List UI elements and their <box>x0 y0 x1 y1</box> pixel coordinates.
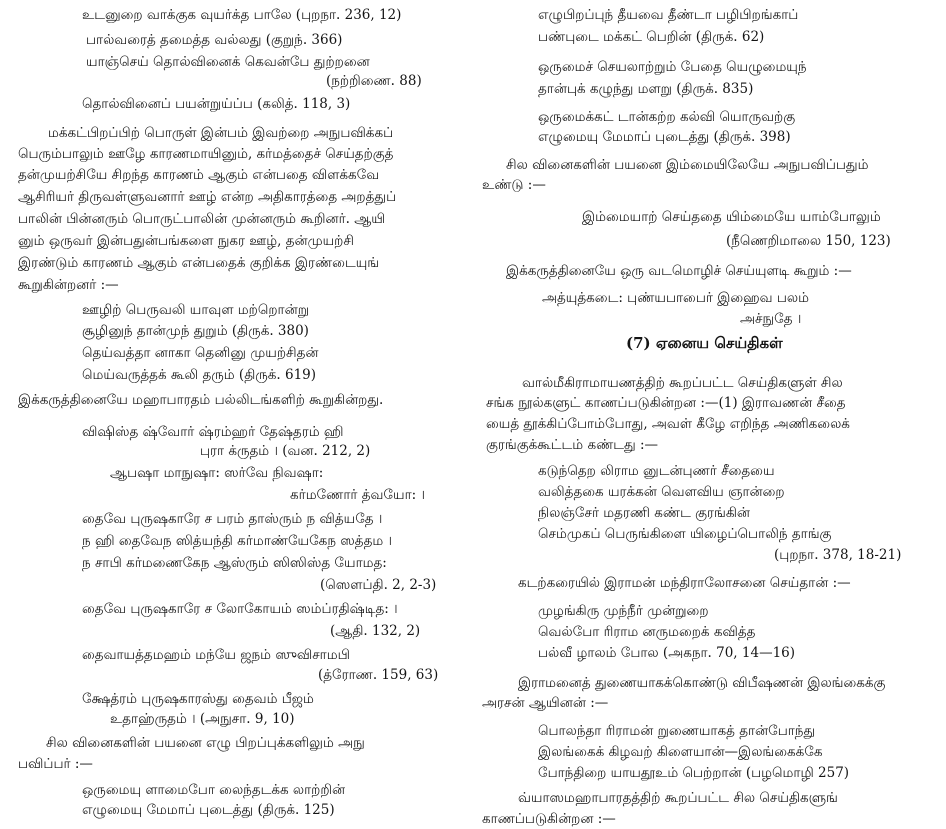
left-text-line: பவிப்பர் :— <box>18 756 93 772</box>
right-text-line: எழுமையு மேமாப் புடைத்து (திருக். 398) <box>538 129 791 145</box>
right-text-line: வ்யாஸமஹாபாரதத்திற் கூறப்பட்ட சில செய்திகளுங் <box>518 790 838 806</box>
left-text-line: இரண்டும் காரணம் ஆகும் என்பதைக் குறிக்க இரண்டையுங் <box>18 255 380 271</box>
left-text-line: ஒருமையு ளாமைபோ லைந்தடக்க லாற்றின் <box>82 782 346 798</box>
right-text-line: எழுபிறப்புந் தீயவை தீண்டா பழிபிறங்காப் <box>538 7 799 23</box>
right-text-line: இக்கருத்தினையே ஒரு வடமொழிச் செய்யுளடி கூறும் :— <box>506 263 852 279</box>
left-text-line: ஊழிற் பெருவலி யாவுள மற்றொன்று <box>82 302 309 318</box>
right-text-line: (நீணெறிமாலை 150, 123) <box>726 233 891 249</box>
left-text-line: ந ஹி தைவேந ஸித்யந்தி கர்மாண்யேகேந ஸத்தம । <box>82 533 392 549</box>
left-column <box>0 0 472 818</box>
left-text-line: (ஸௌப்தி. 2, 2-3) <box>320 577 437 593</box>
left-text-line: மக்கட்பிறப்பிற் பொருள் இன்பம் இவற்றை அநுபவிக்கப் <box>48 125 394 141</box>
right-text-line: அரசன் ஆயினன் :— <box>482 695 609 711</box>
right-text-line: வலித்தகை யரக்கன் வௌவிய ஞான்றை <box>538 484 785 500</box>
left-text-line: தொல்வினைப் பயன்றுய்ப்ப (கலித். 118, 3) <box>82 96 351 112</box>
left-text-line: தைவாயத்தமஹம் மந்யே ஜநம் ஸுவிசாமபி <box>82 647 350 663</box>
right-text-line: தான்புக் கழுந்து மளறு (திருக். 835) <box>538 81 754 97</box>
right-text-line: சங்க நூல்களுட் காணப்படுகின்றன :—(1) இராவணன் சீதை <box>486 395 846 411</box>
right-text-line: பண்புடை மக்கட் பெறின் (திருக். 62) <box>538 29 765 45</box>
right-text-line: அச்நுதே । <box>740 311 802 327</box>
left-text-line: ந சாபி கர்மணைகேந ஆஸ்ரும் ஸிஸிஸ்த யோமத: <box>82 555 387 571</box>
left-text-line: தெய்வத்தா னாகா தெனினு முயற்சிதன் <box>82 345 319 361</box>
right-text-line: உண்டு :— <box>482 177 546 193</box>
left-text-line: உதாஹ்ருதம் । (அநுசா. 9, 10) <box>110 711 295 727</box>
right-text-line: வெல்போ ரிராம னருமறைக் கவித்த <box>538 624 756 640</box>
left-text-line: எழுமையு மேமாப் புடைத்து (திருக். 125) <box>82 802 335 818</box>
left-text-line: (த்ரோண. 159, 63) <box>318 667 439 683</box>
left-text-line: தன்முயற்சியே சிறந்த காரணம் ஆகும் என்பதை விளக்கவே <box>18 167 380 183</box>
left-text-line: பெரும்பாலும் ஊழே காரணமாயினும், கர்மத்தைச் செய்தற்குத் <box>18 146 394 162</box>
right-text-line: முழங்கிரு முந்நீர் முன்றுறை <box>538 603 709 619</box>
right-text-line: அத்யுத்கடை: புண்யபாபைர் இஹைவ பலம் <box>542 290 810 306</box>
right-text-line: போந்திறை யாயதூஉம் பெற்றான் (பழமொழி 257) <box>538 765 850 781</box>
right-text-line: யைத் தூக்கிப்போம்போது, அவள் கீழே எறிந்த அணிகலைக் <box>486 416 850 432</box>
left-text-line: கூறுகின்றனர் :— <box>18 277 119 293</box>
left-text-line: கர்மணோர் த்வயோ: । <box>290 487 425 503</box>
right-text-line: இம்மையாற் செய்ததை யிம்மையே யாம்போலும் <box>582 209 881 225</box>
left-text-line: னும் ஒருவர் இன்பதுன்பங்களை நுகர ஊழ், தன்முயற்சி <box>18 233 354 249</box>
left-text-line: ஆபஷா மாநுஷா: ஸர்வே நிவஷா: <box>110 465 324 481</box>
right-text-line: நிலஞ்சேர் மதரணி கண்ட குரங்கின் <box>538 505 751 521</box>
left-text-line: க்ஷேத்ரம் புருஷகாரஸ்து தைவம் பீஜம் <box>82 691 314 707</box>
right-text-line: ஒருமைக்கட் டான்கற்ற கல்வி யொருவற்கு <box>538 109 796 125</box>
right-text-line: சில வினைகளின் பயனை இம்மையிலேயே அநுபவிப்பதும் <box>506 157 869 173</box>
left-text-line: பால்வரைத் தமைத்த வல்லது (குறுந். 366) <box>86 32 343 48</box>
right-column <box>478 0 946 827</box>
left-text-line: ஆசிரியர் திருவள்ளுவனார் ஊழ் என்ற அதிகாரத்தை அறத்துப் <box>18 189 397 205</box>
left-text-line: பாலின் பின்னரும் பொருட்பாலின் முன்னரும் கூறினர். ஆயி <box>18 211 386 227</box>
right-text-line: இலங்கைக் கிழவற் கிளையான்—இலங்கைக்கே <box>538 744 823 760</box>
left-text-line: (ஆதி. 132, 2) <box>330 623 421 639</box>
right-text-line: (புறநா. 378, 18-21) <box>774 547 902 563</box>
left-text-line: (நற்றிணை. 88) <box>326 73 422 89</box>
right-text-line: செம்முகப் பெருங்கிளை யிழைப்பொலிந் தாங்கு <box>538 526 832 542</box>
left-text-line: சூழினுந் தான்முந் துறும் (திருக். 380) <box>82 323 309 339</box>
right-text-line: பொலந்தா ரிராமன் றுணையாகத் தான்போந்து <box>538 723 816 739</box>
right-text-line: காணப்படுகின்றன :— <box>482 811 616 827</box>
right-text-line: (7) ஏனைய செய்திகள் <box>626 334 783 352</box>
left-text-line: தைவே புருஷகாரே ச பரம் தாஸ்ரும் ந வித்யதே । <box>82 511 383 527</box>
left-text-line: மெய்வருத்தக் கூலி தரும் (திருக். 619) <box>82 367 317 383</box>
right-text-line: கடற்கரையில் இராமன் மந்திராலோசனை செய்தான் :— <box>518 575 851 591</box>
left-text-line: உடனுறை வாக்குக வுயர்க்த பாலே (புறநா. 236, 12) <box>82 7 402 23</box>
left-text-line: தைவே புருஷகாரே ச லோகோயம் ஸம்ப்ரதிஷ்டித: । <box>82 601 398 617</box>
right-text-line: குரங்குக்கூட்டம் கண்டது :— <box>486 437 659 453</box>
right-text-line: ஒருமைச் செயலாற்றும் பேதை யெழுமையுந் <box>538 59 807 75</box>
left-text-line: புரா க்ருதம் । (வன. 212, 2) <box>200 443 371 459</box>
right-text-line: இராமனைத் துணையாகக்கொண்டு விபீஷணன் இலங்கைக்கு <box>518 675 886 691</box>
right-text-line: கடுந்தெற லிராம னுடன்புணர் சீதையை <box>538 463 775 479</box>
right-text-line: பல்வீ ழாலம் போல (அகநா. 70, 14—16) <box>538 645 796 661</box>
left-text-line: இக்கருத்தினையே மஹாபாரதம் பல்லிடங்களிற் கூறுகின்றது. <box>18 392 384 408</box>
left-text-line: யாஞ்செய் தொல்வினைக் கெவன்பே துற்றனை <box>86 54 370 70</box>
left-text-line: விஷிஸ்த ஷ்வோர் ஷ்ரம்ஹர் தேஷ்தரம் ஹி <box>82 424 344 440</box>
right-text-line: வால்மீகிராமாயணத்திற் கூறப்பட்ட செய்திகளுள் சில <box>522 375 843 391</box>
left-text-line: சில வினைகளின் பயனை எழு பிறப்புக்களிலும் அநு <box>46 735 365 751</box>
